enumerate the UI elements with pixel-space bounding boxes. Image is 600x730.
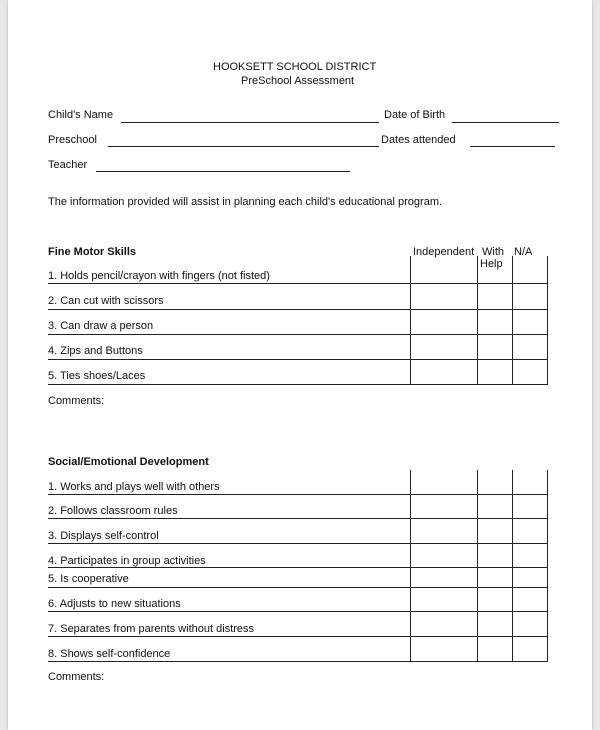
- table-row-line: [48, 359, 548, 360]
- col-independent-header: Independent: [413, 246, 475, 258]
- district-title: HOOKSETT SCHOOL DISTRICT: [213, 61, 377, 73]
- fine-motor-comments-label: Comments:: [48, 395, 105, 407]
- social-emotional-heading: Social/Emotional Development: [48, 456, 209, 468]
- list-item: 1. Holds pencil/crayon with fingers (not fisted): [48, 270, 270, 282]
- teacher-field[interactable]: [96, 171, 350, 172]
- table-row-line: [48, 384, 548, 385]
- preschool-label: Preschool: [48, 134, 97, 146]
- list-item: 6. Adjusts to new situations: [48, 598, 181, 610]
- childs-name-field[interactable]: [121, 122, 379, 123]
- table-row-line: [48, 543, 548, 544]
- list-item: 2. Can cut with scissors: [48, 295, 164, 307]
- table-row-line: [48, 334, 548, 335]
- col-help-header: Help: [480, 258, 503, 270]
- social-comments-label: Comments:: [48, 671, 105, 683]
- table-row-line: [48, 661, 548, 662]
- dates-attended-label: Dates attended: [381, 134, 456, 146]
- table-row-line: [48, 611, 548, 612]
- list-item: 3. Displays self-control: [48, 530, 159, 542]
- table-row-line: [48, 494, 548, 495]
- table-col-line: [547, 470, 548, 661]
- table-col-line: [477, 256, 478, 384]
- col-na-header: N/A: [514, 246, 533, 258]
- list-item: 5. Is cooperative: [48, 573, 129, 585]
- document-page: [8, 0, 592, 730]
- list-item: 4. Participates in group activities: [48, 555, 206, 567]
- table-row-line: [48, 587, 548, 588]
- list-item: 8. Shows self-confidence: [48, 648, 171, 660]
- date-of-birth-field[interactable]: [452, 122, 559, 123]
- dates-attended-field[interactable]: [470, 146, 555, 147]
- table-row-line: [48, 518, 548, 519]
- fine-motor-heading: Fine Motor Skills: [48, 246, 137, 258]
- childs-name-label: Child's Name: [48, 109, 114, 121]
- table-row-line: [48, 636, 548, 637]
- table-col-line: [477, 470, 478, 661]
- table-col-line: [512, 256, 513, 384]
- table-row-line: [48, 283, 548, 284]
- table-col-line: [410, 256, 411, 384]
- table-row-line: [48, 567, 548, 568]
- list-item: 3. Can draw a person: [48, 320, 154, 332]
- teacher-label: Teacher: [48, 159, 88, 171]
- form-subtitle: PreSchool Assessment: [241, 75, 355, 87]
- intro-text: The information provided will assist in planning each child's educational program.: [48, 196, 443, 208]
- list-item: 2. Follows classroom rules: [48, 505, 178, 517]
- table-col-line: [547, 256, 548, 384]
- list-item: 7. Separates from parents without distress: [48, 623, 255, 635]
- preschool-field[interactable]: [108, 146, 379, 147]
- col-with-header: With: [482, 246, 504, 258]
- table-col-line: [410, 470, 411, 661]
- list-item: 4. Zips and Buttons: [48, 345, 143, 357]
- table-col-line: [512, 470, 513, 661]
- list-item: 5. Ties shoes/Laces: [48, 370, 146, 382]
- list-item: 1. Works and plays well with others: [48, 481, 220, 493]
- table-row-line: [48, 309, 548, 310]
- date-of-birth-label: Date of Birth: [384, 109, 446, 121]
